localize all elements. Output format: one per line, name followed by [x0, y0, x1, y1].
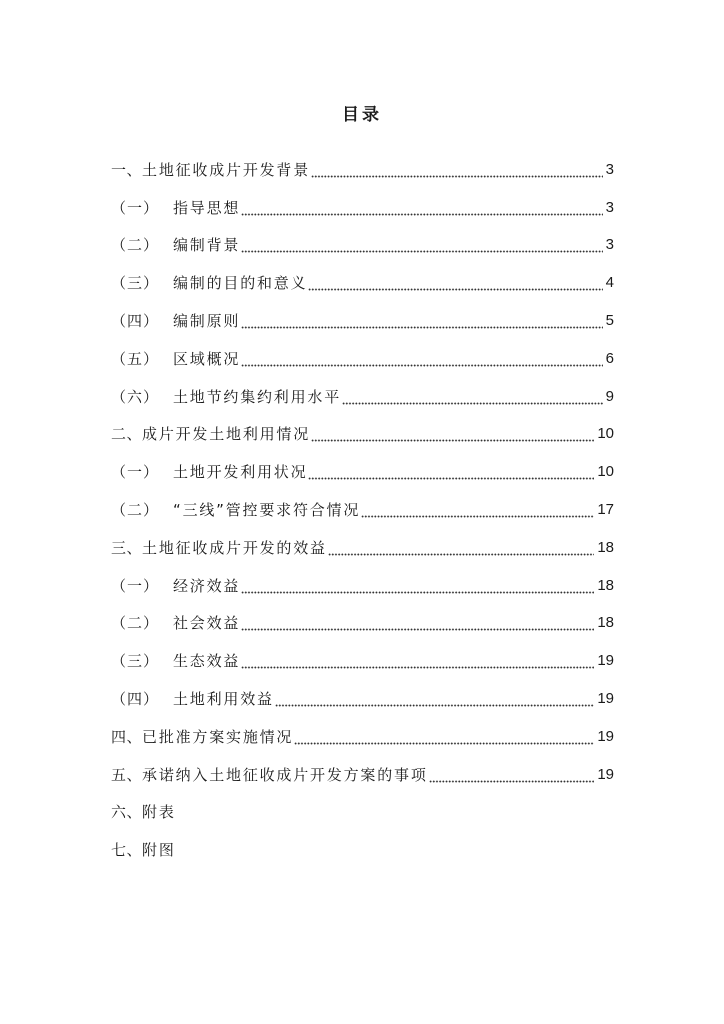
- toc-entry-number: （三）: [111, 274, 160, 293]
- toc-entry[interactable]: [111, 189, 614, 227]
- toc-dot-leader: [308, 273, 602, 293]
- toc-entry-number: （一）: [111, 198, 160, 217]
- toc-entry[interactable]: [111, 340, 614, 378]
- toc-dot-leader: [311, 160, 603, 180]
- toc-entry-title: 经济效益: [173, 576, 241, 595]
- toc-entry[interactable]: [111, 529, 614, 567]
- toc-entry-title: 编制的目的和意义: [173, 274, 308, 293]
- toc-entry-page-number: 9: [605, 387, 614, 405]
- toc-entry-number: 一、: [111, 160, 143, 179]
- toc-entry-title: 附图: [142, 841, 176, 860]
- toc-entry-number: （五）: [111, 349, 160, 368]
- toc-entry-page-number: 3: [605, 198, 614, 216]
- toc-entry-page-number: 3: [605, 236, 614, 254]
- toc-entry-number: （四）: [111, 690, 160, 709]
- toc-entry-page-number: 18: [597, 614, 614, 632]
- toc-dot-leader: [361, 500, 594, 520]
- toc-entry-title: 社会效益: [173, 614, 241, 633]
- toc-entry[interactable]: [111, 416, 614, 454]
- toc-entry-page-number: 19: [597, 765, 614, 783]
- toc-entry[interactable]: [111, 227, 614, 265]
- toc-entry-number: （四）: [111, 312, 160, 331]
- toc-entry-page-number: 18: [597, 576, 614, 594]
- toc-entry-title: 附表: [142, 803, 176, 822]
- toc-dot-leader: [342, 387, 603, 407]
- toc-entry-title: 土地利用效益: [173, 690, 274, 709]
- toc-entry-page-number: 10: [597, 463, 614, 481]
- toc-dot-leader: [241, 235, 602, 255]
- toc-entry-number: （二）: [111, 236, 160, 255]
- toc-dot-leader: [241, 311, 602, 331]
- toc-entry-title: 编制原则: [173, 312, 241, 331]
- toc-dot-leader: [328, 538, 594, 558]
- toc-entry[interactable]: [111, 718, 614, 756]
- toc-entry-title: 土地开发利用状况: [173, 463, 308, 482]
- toc-title: 目录: [342, 105, 382, 125]
- toc-entry-page-number: 19: [597, 690, 614, 708]
- toc-list: [111, 151, 614, 869]
- toc-entry-number: （三）: [111, 652, 160, 671]
- toc-entry-page-number: 17: [597, 501, 614, 519]
- toc-entry-title: 土地征收成片开发背景: [142, 160, 311, 179]
- toc-entry-number: 四、: [111, 727, 143, 746]
- toc-entry-title: 编制背景: [173, 236, 241, 255]
- toc-entry-title: 土地征收成片开发的效益: [142, 538, 327, 557]
- toc-entry-page-number: 19: [597, 727, 614, 745]
- toc-entry[interactable]: [111, 491, 614, 529]
- toc-dot-leader: [311, 424, 594, 444]
- toc-entry-title: 已批准方案实施情况: [142, 727, 294, 746]
- toc-dot-leader: [241, 576, 594, 596]
- toc-entry-title: “三线”管控要求符合情况: [173, 501, 361, 520]
- toc-entry[interactable]: [111, 378, 614, 416]
- toc-entry-page-number: 18: [597, 538, 614, 556]
- toc-entry[interactable]: [111, 642, 614, 680]
- toc-entry-number: 三、: [111, 538, 143, 557]
- toc-dot-leader: [241, 198, 602, 218]
- toc-entry[interactable]: [111, 794, 614, 832]
- toc-entry-number: 六、: [111, 803, 143, 822]
- toc-entry[interactable]: [111, 567, 614, 605]
- toc-entry-page-number: 6: [605, 349, 614, 367]
- toc-entry-number: 二、: [111, 425, 143, 444]
- toc-entry-page-number: 10: [597, 425, 614, 443]
- toc-entry-page-number: 3: [605, 160, 614, 178]
- toc-entry-title: 承诺纳入土地征收成片开发方案的事项: [142, 765, 428, 784]
- toc-entry-title: 区域概况: [173, 349, 241, 368]
- toc-entry-title: 生态效益: [173, 652, 241, 671]
- toc-entry-number: （二）: [111, 614, 160, 633]
- toc-entry-title: 成片开发土地利用情况: [142, 425, 311, 444]
- toc-dot-leader: [241, 349, 602, 369]
- toc-entry[interactable]: [111, 264, 614, 302]
- toc-entry-title: 指导思想: [173, 198, 241, 217]
- toc-entry-number: （一）: [111, 463, 160, 482]
- toc-dot-leader: [294, 727, 594, 747]
- toc-entry[interactable]: [111, 605, 614, 643]
- toc-entry-number: （一）: [111, 576, 160, 595]
- toc-entry[interactable]: [111, 453, 614, 491]
- toc-entry[interactable]: [111, 756, 614, 794]
- toc-dot-leader: [429, 765, 595, 785]
- toc-entry[interactable]: [111, 680, 614, 718]
- toc-entry[interactable]: [111, 302, 614, 340]
- toc-entry-page-number: 19: [597, 652, 614, 670]
- toc-dot-leader: [275, 689, 595, 709]
- toc-entry-number: （六）: [111, 387, 160, 406]
- toc-entry-page-number: 4: [605, 274, 614, 292]
- toc-entry-page-number: 5: [605, 312, 614, 330]
- toc-entry-number: （二）: [111, 501, 160, 520]
- toc-dot-leader: [308, 462, 594, 482]
- toc-entry-title: 土地节约集约利用水平: [173, 387, 342, 406]
- toc-entry-number: 五、: [111, 765, 143, 784]
- toc-dot-leader: [241, 651, 594, 671]
- toc-entry-number: 七、: [111, 841, 143, 860]
- toc-entry[interactable]: [111, 831, 614, 869]
- toc-dot-leader: [241, 613, 594, 633]
- toc-entry[interactable]: [111, 151, 614, 189]
